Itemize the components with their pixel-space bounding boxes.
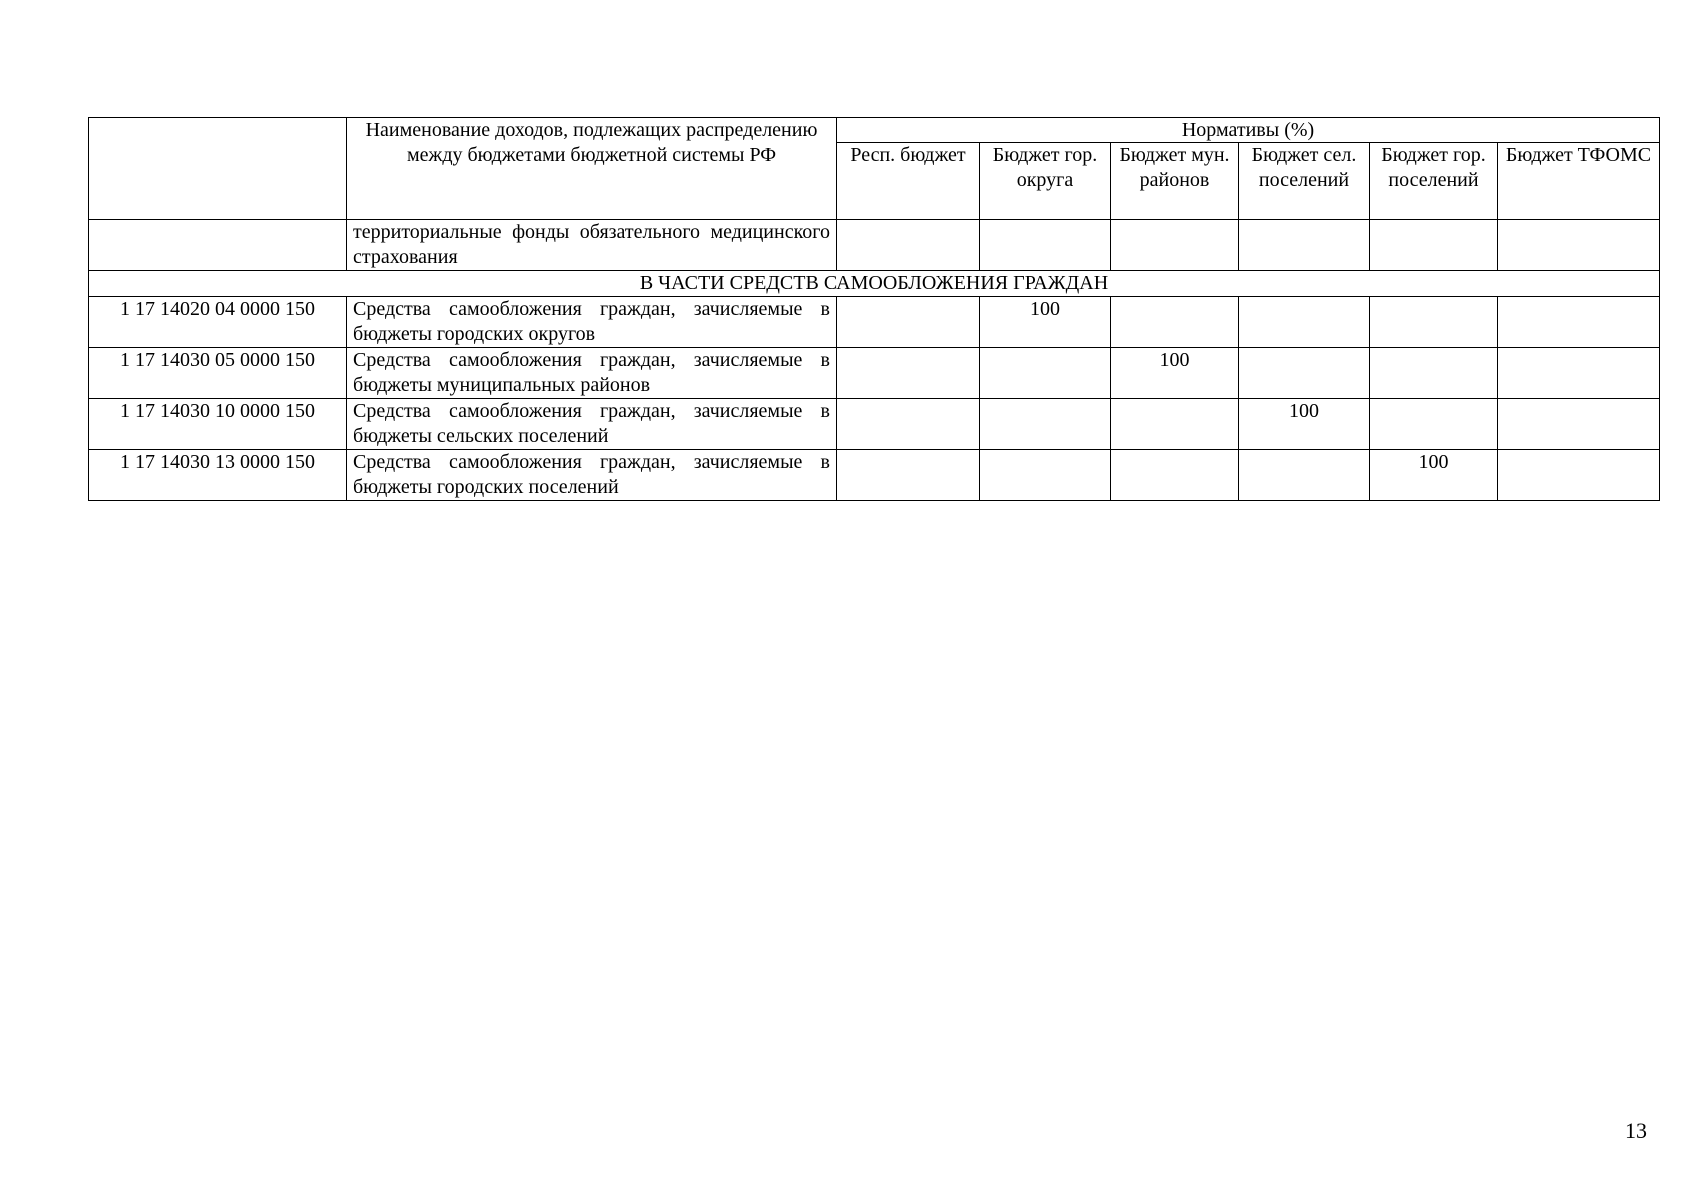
row-value-resp [837,399,980,450]
row-value-rural-settlements [1239,297,1370,348]
row-value-urban-settlements [1370,297,1498,348]
page-number: 13 [1625,1118,1647,1143]
norms-group-header: Нормативы (%) [837,118,1660,143]
row-code: 1 17 14030 13 0000 150 [89,450,347,501]
column-header-urban-settlements-budget: Бюджет гор. поселений [1370,143,1498,220]
table-row [89,450,1660,501]
row-value-urban-settlements [1370,399,1498,450]
column-header-rural-settlements-budget: Бюджет сел. поселений [1239,143,1370,220]
table-row [89,348,1660,399]
row-value-tfoms [1498,399,1660,450]
row-name: территориальные фонды обязательного медицинского страхования [347,220,837,271]
row-value-resp [837,348,980,399]
row-value-municipal-districts [1111,399,1239,450]
row-value-rural-settlements [1239,348,1370,399]
row-code: 1 17 14020 04 0000 150 [89,297,347,348]
row-value-resp [837,297,980,348]
norms-table [88,117,1660,501]
column-header-resp-budget: Респ. бюджет [837,143,980,220]
row-name: Средства самообложения граждан, зачисляемые в бюджеты муниципальных районов [347,348,837,399]
row-value-city-district [980,450,1111,501]
row-value-municipal-districts [1111,297,1239,348]
table-row [89,399,1660,450]
row-value-tfoms [1498,348,1660,399]
column-header-tfoms-budget: Бюджет ТФОМС [1498,143,1660,220]
row-value-resp [837,220,980,271]
row-value-tfoms [1498,297,1660,348]
row-value-city-district: 100 [980,297,1111,348]
row-name: Средства самообложения граждан, зачисляемые в бюджеты городских округов [347,297,837,348]
row-value-city-district [980,399,1111,450]
row-value-urban-settlements [1370,348,1498,399]
name-column-header: Наименование доходов, подлежащих распределению между бюджетами бюджетной системы РФ [347,118,837,220]
row-code: 1 17 14030 10 0000 150 [89,399,347,450]
row-name: Средства самообложения граждан, зачисляемые в бюджеты городских поселений [347,450,837,501]
code-column-header [89,118,347,220]
row-code [89,220,347,271]
row-name: Средства самообложения граждан, зачисляемые в бюджеты сельских поселений [347,399,837,450]
row-value-urban-settlements: 100 [1370,450,1498,501]
table-row [89,220,1660,271]
section-row [89,271,1660,297]
row-value-tfoms [1498,220,1660,271]
row-value-municipal-districts: 100 [1111,348,1239,399]
column-header-city-district-budget: Бюджет гор. округа [980,143,1111,220]
row-value-municipal-districts [1111,220,1239,271]
row-code: 1 17 14030 05 0000 150 [89,348,347,399]
row-value-municipal-districts [1111,450,1239,501]
section-title: В ЧАСТИ СРЕДСТВ САМООБЛОЖЕНИЯ ГРАЖДАН [89,271,1660,297]
row-value-rural-settlements [1239,220,1370,271]
row-value-city-district [980,220,1111,271]
column-header-municipal-districts-budget: Бюджет мун. районов [1111,143,1239,220]
row-value-rural-settlements [1239,450,1370,501]
row-value-tfoms [1498,450,1660,501]
row-value-city-district [980,348,1111,399]
row-value-urban-settlements [1370,220,1498,271]
row-value-resp [837,450,980,501]
table-row [89,297,1660,348]
table-header-row [89,118,1660,143]
row-value-rural-settlements: 100 [1239,399,1370,450]
